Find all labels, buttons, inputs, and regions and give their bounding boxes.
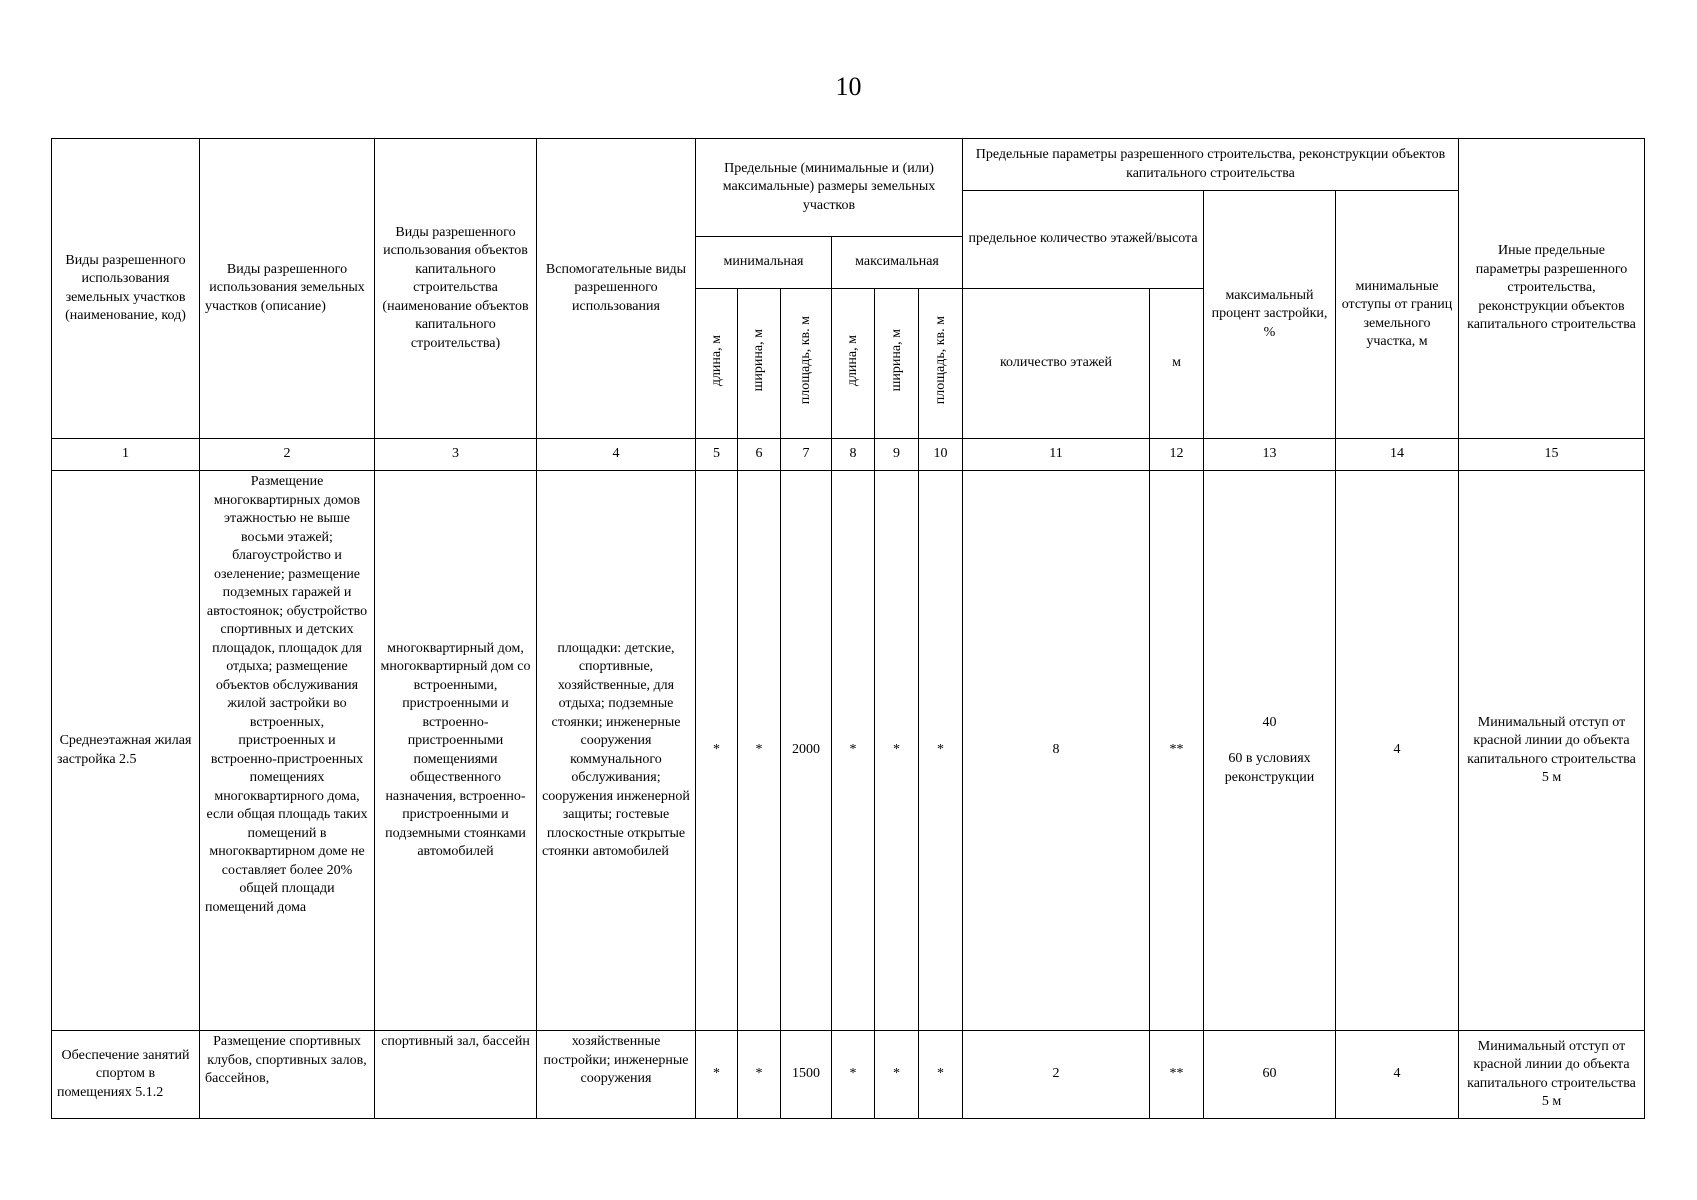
header-min-width: ширина, м: [751, 329, 766, 392]
row-min-area: 1500: [781, 1031, 832, 1119]
header-max-width: ширина, м: [888, 329, 904, 392]
column-number: 8: [832, 439, 875, 471]
row-max-area: *: [919, 471, 963, 1031]
percent-main: 40: [1262, 714, 1277, 730]
column-number: 7: [781, 439, 832, 471]
column-number: 1: [52, 439, 200, 471]
row-min-length: *: [696, 471, 738, 1031]
row-auxiliary-uses: площадки: детские, спортивные, хозяйственные, для отдыха; подземные стоянки; инженерные сооружения коммунального обслуживания; сооружения инженерной защиты; гостевые плоскостные открытые стоянки автомобилей: [537, 471, 696, 1031]
header-construction-params: Предельные параметры разрешенного строительства, реконструкции объектов капитального строительства: [963, 139, 1459, 191]
column-number: 6: [738, 439, 781, 471]
row-auxiliary-uses: хозяйственные постройки; инженерные сооружения: [537, 1031, 696, 1119]
table-row: [52, 471, 1645, 1031]
row-height: **: [1150, 471, 1204, 1031]
row-min-width: *: [738, 1031, 781, 1119]
column-number: 11: [963, 439, 1150, 471]
column-number: 4: [537, 439, 696, 471]
header-land-use-description: Виды разрешенного использования земельных участков (описание): [200, 139, 375, 439]
column-number: 14: [1336, 439, 1459, 471]
header-height-m: м: [1150, 289, 1204, 439]
header-min-length: длина, м: [708, 334, 724, 386]
row-max-width: *: [875, 1031, 919, 1119]
row-land-use-name: Обеспечение занятий спортом в помещениях 5.1.2: [52, 1031, 200, 1119]
row-floors-count: 2: [963, 1031, 1150, 1119]
header-floors-count: количество этажей: [963, 289, 1150, 439]
column-number: 9: [875, 439, 919, 471]
row-other-params: Минимальный отступ от красной линии до объекта капитального строительства 5 м: [1459, 1031, 1645, 1119]
row-land-use-description: Размещение многоквартирных домов этажностью не выше восьми этажей; благоустройство и озеленение; размещение подземных гаражей и автостоянок; обустройство спортивных и детских площадок, площадок для отдыха; размещение объектов обслуживания жилой застройки во встроенных, пристроенных и встроенно-пристроенных помещениях многоквартирного дома, если общая площадь таких помещений в многоквартирном доме не составляет более 20% общей площади помещений дома: [200, 471, 375, 1031]
header-capital-objects: Виды разрешенного использования объектов капитального строительства (наименование объектов капитального строительства): [375, 139, 537, 439]
page-number: 10: [835, 72, 862, 101]
row-land-use-name: Среднеэтажная жилая застройка 2.5: [52, 471, 200, 1031]
header-max-length: длина, м: [845, 334, 860, 386]
row-min-area: 2000: [781, 471, 832, 1031]
column-number: 5: [696, 439, 738, 471]
column-number-row: [52, 439, 1645, 471]
row-height: **: [1150, 1031, 1204, 1119]
row-max-build-percent: [1204, 471, 1336, 1031]
table-row: [52, 1031, 1645, 1119]
column-number: 15: [1459, 439, 1645, 471]
header-max-area: площадь, кв. м: [932, 316, 948, 405]
header-min-setback: минимальные отступы от границ земельного участка, м: [1336, 191, 1459, 439]
row-min-setback: 4: [1336, 1031, 1459, 1119]
header-maximal: максимальная: [832, 237, 963, 289]
column-number: 13: [1204, 439, 1336, 471]
row-floors-count: 8: [963, 471, 1150, 1031]
header-minimal: минимальная: [696, 237, 832, 289]
column-number: 12: [1150, 439, 1204, 471]
header-plot-size-limits: Предельные (минимальные и (или) максимальные) размеры земельных участков: [696, 139, 963, 237]
header-min-area: площадь, кв. м: [798, 316, 813, 405]
row-min-width: *: [738, 471, 781, 1031]
header-other-params: Иные предельные параметры разрешенного строительства, реконструкции объектов капитального строительства: [1459, 139, 1645, 439]
header-floors-height: предельное количество этажей/высота: [963, 191, 1204, 289]
row-max-width: *: [875, 471, 919, 1031]
row-max-area: *: [919, 1031, 963, 1119]
header-max-build-percent: максимальный процент застройки, %: [1204, 191, 1336, 439]
row-capital-objects: спортивный зал, бассейн: [375, 1031, 537, 1119]
row-min-length: *: [696, 1031, 738, 1119]
land-use-table: [51, 138, 1645, 1119]
row-max-length: *: [832, 1031, 875, 1119]
row-other-params: Минимальный отступ от красной линии до объекта капитального строительства 5 м: [1459, 471, 1645, 1031]
row-max-length: *: [832, 471, 875, 1031]
column-number: 3: [375, 439, 537, 471]
header-land-use-type: Виды разрешенного использования земельных участков (наименование, код): [52, 139, 200, 439]
percent-reconstruction: 60 в условиях реконструкции: [1224, 751, 1315, 785]
column-number: 10: [919, 439, 963, 471]
row-land-use-description: Размещение спортивных клубов, спортивных залов, бассейнов,: [200, 1031, 375, 1119]
row-max-build-percent: 60: [1204, 1031, 1336, 1119]
row-capital-objects: многоквартирный дом, многоквартирный дом со встроенными, пристроенными и встроенно-пристроенными помещениями общественного назначения, встроенно-пристроенными и подземными стоянками автомобилей: [375, 471, 537, 1031]
header-auxiliary-uses: Вспомогательные виды разрешенного использования: [537, 139, 696, 439]
row-min-setback: 4: [1336, 471, 1459, 1031]
column-number: 2: [200, 439, 375, 471]
